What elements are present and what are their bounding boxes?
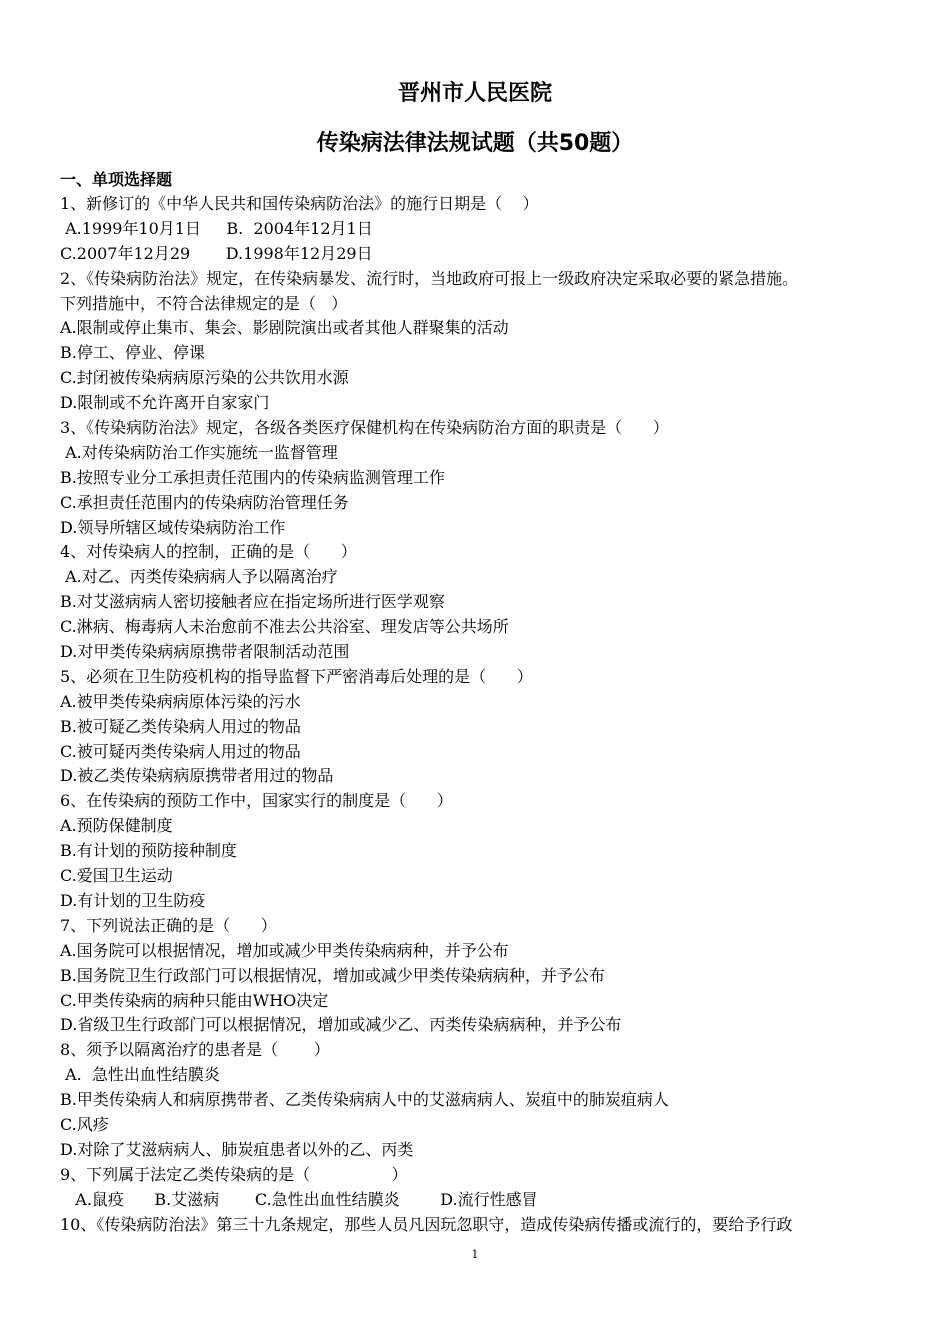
text-line: D.限制或不允许离开自家家门 — [60, 393, 270, 413]
text-line: D.被乙类传染病病原携带者用过的物品 — [60, 766, 334, 786]
text-line: 4、对传染病人的控制，正确的是（ ） — [60, 542, 357, 562]
text-line: 5、必须在卫生防疫机构的指导监督下严密消毒后处理的是（ ） — [60, 666, 533, 686]
text-line: C.风疹 — [60, 1114, 109, 1134]
text-line: 2、《传染病防治法》规定，在传染病暴发、流行时，当地政府可报上一级政府决定采取必要的紧急措施。 — [60, 268, 799, 288]
text-line: A.鼠疫 B.艾滋病 C.急性出血性结膜炎 D.流行性感冒 — [60, 1189, 538, 1209]
text-line: C.被可疑丙类传染病人用过的物品 — [60, 741, 301, 761]
exam-title: 传染病法律法规试题（共50题） — [316, 131, 634, 156]
text-line: A.限制或停止集市、集会、影剧院演出或者其他人群聚集的活动 — [60, 318, 509, 338]
text-line: B.按照专业分工承担责任范围内的传染病监测管理工作 — [60, 467, 445, 487]
text-line: A. 急性出血性结膜炎 — [60, 1065, 220, 1085]
text-line: B.国务院卫生行政部门可以根据情况，增加或减少甲类传染病病种，并予公布 — [60, 965, 605, 985]
text-line: D.对除了艾滋病病人、肺炭疽患者以外的乙、丙类 — [60, 1139, 414, 1159]
text-line: C.爱国卫生运动 — [60, 866, 173, 886]
text-line: A.对传染病防治工作实施统一监督管理 — [60, 442, 338, 462]
text-line: D.领导所辖区域传染病防治工作 — [60, 517, 286, 537]
text-line: B.对艾滋病病人密切接触者应在指定场所进行医学观察 — [60, 592, 445, 612]
hospital-title: 晋州市人民医院 — [397, 81, 552, 106]
text-line: A.1999年10月1日 B. 2004年12月1日 — [60, 218, 373, 238]
text-line: 3、《传染病防治法》规定，各级各类医疗保健机构在传染病防治方面的职责是（ ） — [60, 418, 669, 438]
page-number: 1 — [471, 1248, 479, 1261]
text-line: B.有计划的预防接种制度 — [60, 841, 237, 861]
text-line: C.2007年12月29 D.1998年12月29日 — [60, 243, 373, 263]
text-line: 8、须予以隔离治疗的患者是（ ） — [60, 1040, 330, 1060]
text-line: A.国务院可以根据情况，增加或减少甲类传染病病种，并予公布 — [60, 940, 509, 960]
text-line: 9、下列属于法定乙类传染病的是（ ） — [60, 1164, 408, 1184]
text-line: 6、在传染病的预防工作中，国家实行的制度是（ ） — [60, 791, 453, 811]
section-heading: 一、单项选择题 — [60, 170, 173, 189]
text-line: 10、《传染病防治法》第三十九条规定，那些人员凡因玩忽职守，造成传染病传播或流行的，要给予行政 — [60, 1214, 793, 1234]
text-line: C.封闭被传染病病原污染的公共饮用水源 — [60, 368, 349, 388]
question-body — [60, 192, 900, 1237]
text-line: B.甲类传染病人和病原携带者、乙类传染病病人中的艾滋病病人、炭疽中的肺炭疽病人 — [60, 1090, 669, 1110]
text-line: D.有计划的卫生防疫 — [60, 890, 206, 910]
text-line: A.对乙、丙类传染病病人予以隔离治疗 — [60, 567, 338, 587]
text-line: A.预防保健制度 — [60, 816, 173, 836]
text-line: C.淋病、梅毒病人未治愈前不准去公共浴室、理发店等公共场所 — [60, 617, 509, 637]
text-line: 下列措施中，不符合法律规定的是（ ） — [60, 293, 348, 313]
text-line: A.被甲类传染病病原体污染的污水 — [60, 691, 301, 711]
text-line: B.被可疑乙类传染病人用过的物品 — [60, 716, 301, 736]
text-line: B.停工、停业、停课 — [60, 343, 205, 363]
text-line: C.承担责任范围内的传染病防治管理任务 — [60, 492, 349, 512]
text-line: D.对甲类传染病病原携带者限制活动范围 — [60, 642, 350, 662]
text-line: C.甲类传染病的病种只能由WHO决定 — [60, 990, 329, 1010]
text-line: 7、下列说法正确的是（ ） — [60, 915, 277, 935]
text-line: 1、新修订的《中华人民共和国传染病防治法》的施行日期是（ ） — [60, 194, 539, 213]
text-line: D.省级卫生行政部门可以根据情况，增加或减少乙、丙类传染病病种，并予公布 — [60, 1015, 622, 1035]
